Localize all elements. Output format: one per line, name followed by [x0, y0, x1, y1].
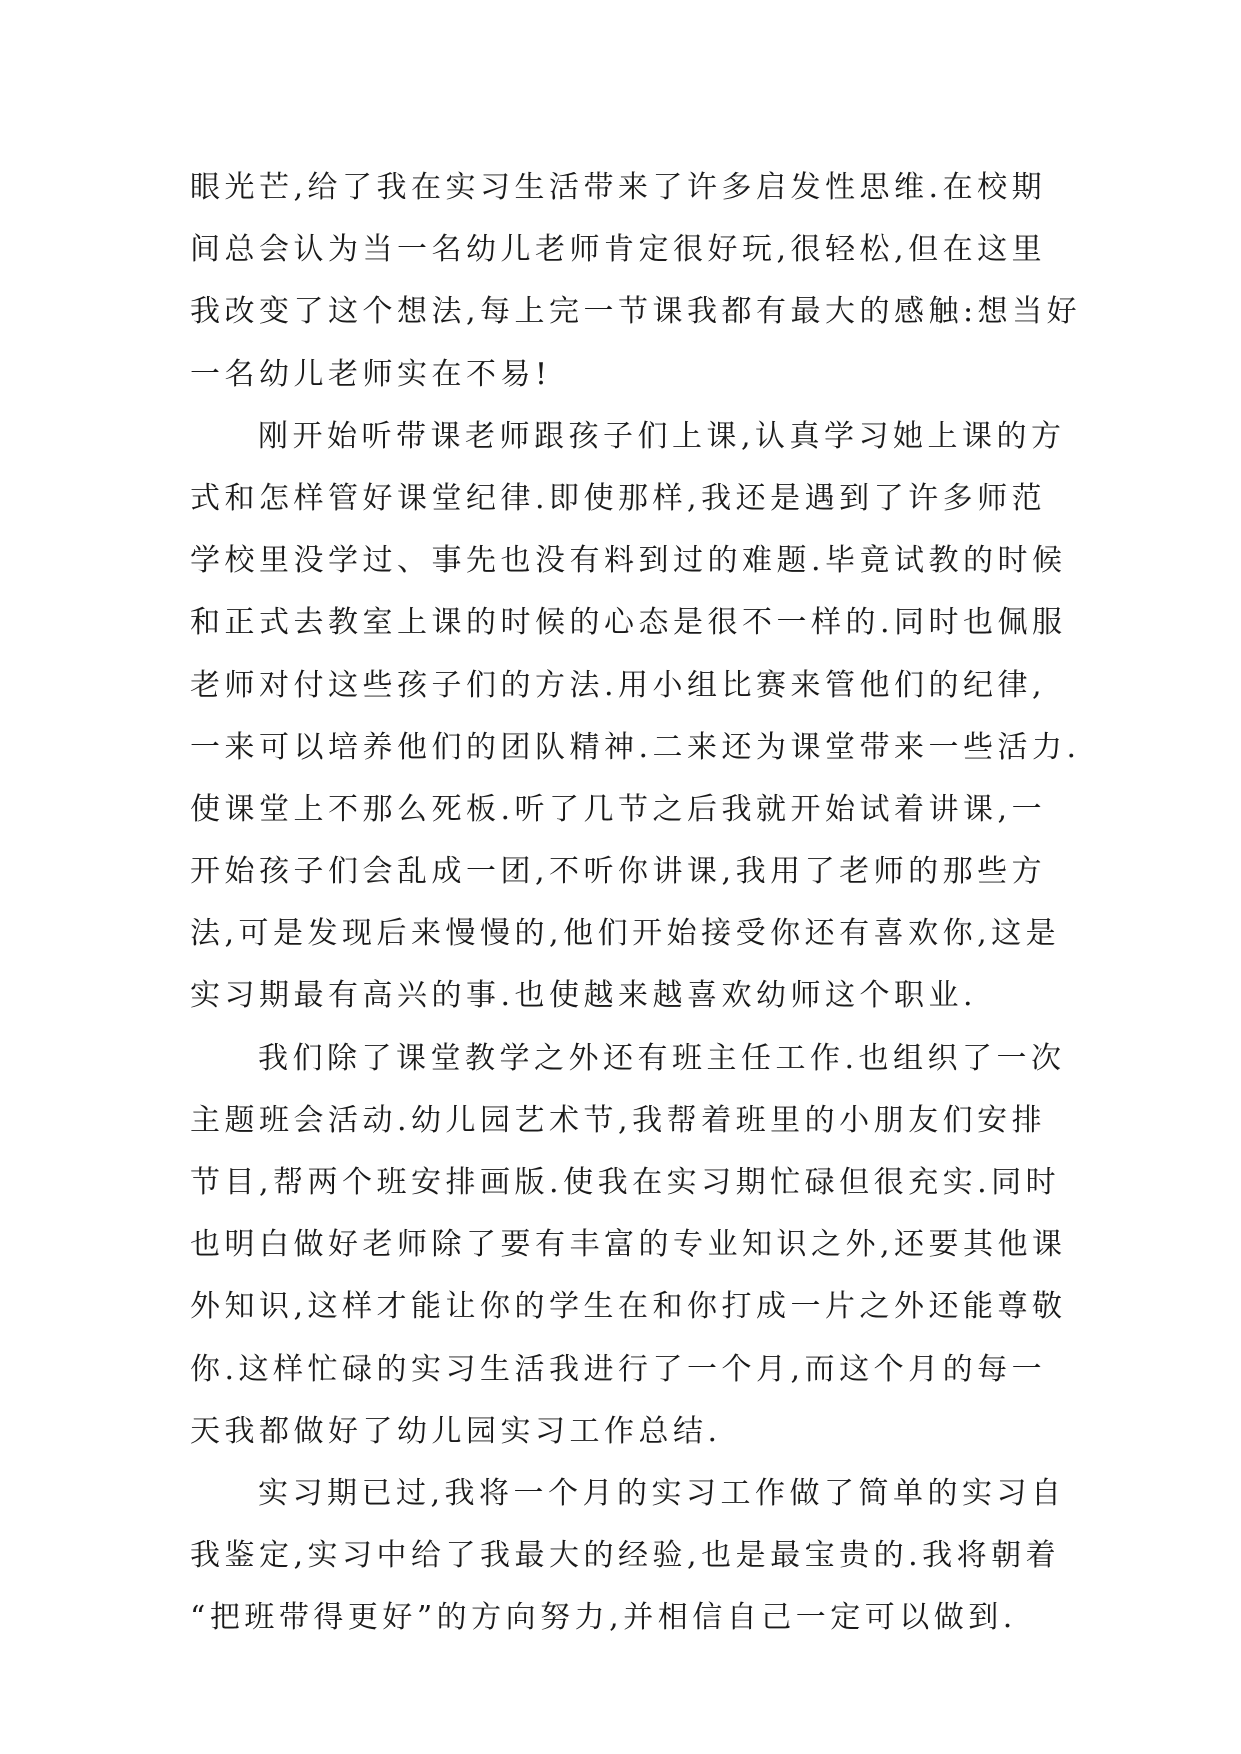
text-line: 节目,帮两个班安排画版.使我在实习期忙碌但很充实.同时 — [190, 1165, 1061, 1200]
text-line: 学校里没学过、事先也没有料到过的难题.毕竟试教的时候 — [190, 543, 1067, 579]
text-line: 和正式去教室上课的时候的心态是很不一样的.同时也佩服 — [190, 605, 1067, 641]
text-line: 式和怎样管好课堂纪律.即使那样,我还是遇到了许多师范 — [190, 480, 1047, 516]
text-line: 间总会认为当一名幼儿老师肯定很好玩,很轻松,但在这里 — [190, 232, 1047, 268]
text-line: 我改变了这个想法,每上完一节课我都有最大的感触:想当好 — [190, 294, 1082, 330]
text-line: 一来可以培养他们的团队精神.二来还为课堂带来一些活力. — [190, 729, 1081, 765]
paragraph-first-line: 我们除了课堂教学之外还有班主任工作.也组织了一次 — [258, 1040, 1066, 1076]
document-body — [190, 157, 1082, 1650]
text-line: 主题班会活动.幼儿园艺术节,我帮着班里的小朋友们安排 — [190, 1102, 1047, 1138]
paragraph-first-line: 实习期已过,我将一个月的实习工作做了简单的实习自 — [258, 1475, 1066, 1511]
text-line: 我鉴定,实习中给了我最大的经验,也是最宝贵的.我将朝着 — [190, 1538, 1061, 1574]
text-line: 一名幼儿老师实在不易! — [190, 356, 552, 392]
text-line: 外知识,这样才能让你的学生在和你打成一片之外还能尊敬 — [190, 1289, 1067, 1325]
text-line: 实习期最有高兴的事.也使越来越喜欢幼师这个职业. — [190, 978, 978, 1014]
text-line: 开始孩子们会乱成一团,不听你讲课,我用了老师的那些方 — [190, 854, 1047, 890]
text-line: 你.这样忙碌的实习生活我进行了一个月,而这个月的每一 — [190, 1351, 1047, 1387]
text-line: 使课堂上不那么死板.听了几节之后我就开始试着讲课,一 — [190, 791, 1047, 827]
text-line: 法,可是发现后来慢慢的,他们开始接受你还有喜欢你,这是 — [190, 916, 1061, 952]
text-line: 老师对付这些孩子们的方法.用小组比赛来管他们的纪律, — [190, 667, 1047, 703]
paragraph-first-line: 刚开始听带课老师跟孩子们上课,认真学习她上课的方 — [258, 418, 1066, 454]
text-line: 眼光芒,给了我在实习生活带来了许多启发性思维.在校期 — [190, 170, 1047, 205]
text-line: 天我都做好了幼儿园实习工作总结. — [190, 1413, 722, 1449]
text-line: 也明白做好老师除了要有丰富的专业知识之外,还要其他课 — [190, 1227, 1067, 1263]
text-line: “把班带得更好”的方向努力,并相信自己一定可以做到. — [190, 1600, 1017, 1636]
